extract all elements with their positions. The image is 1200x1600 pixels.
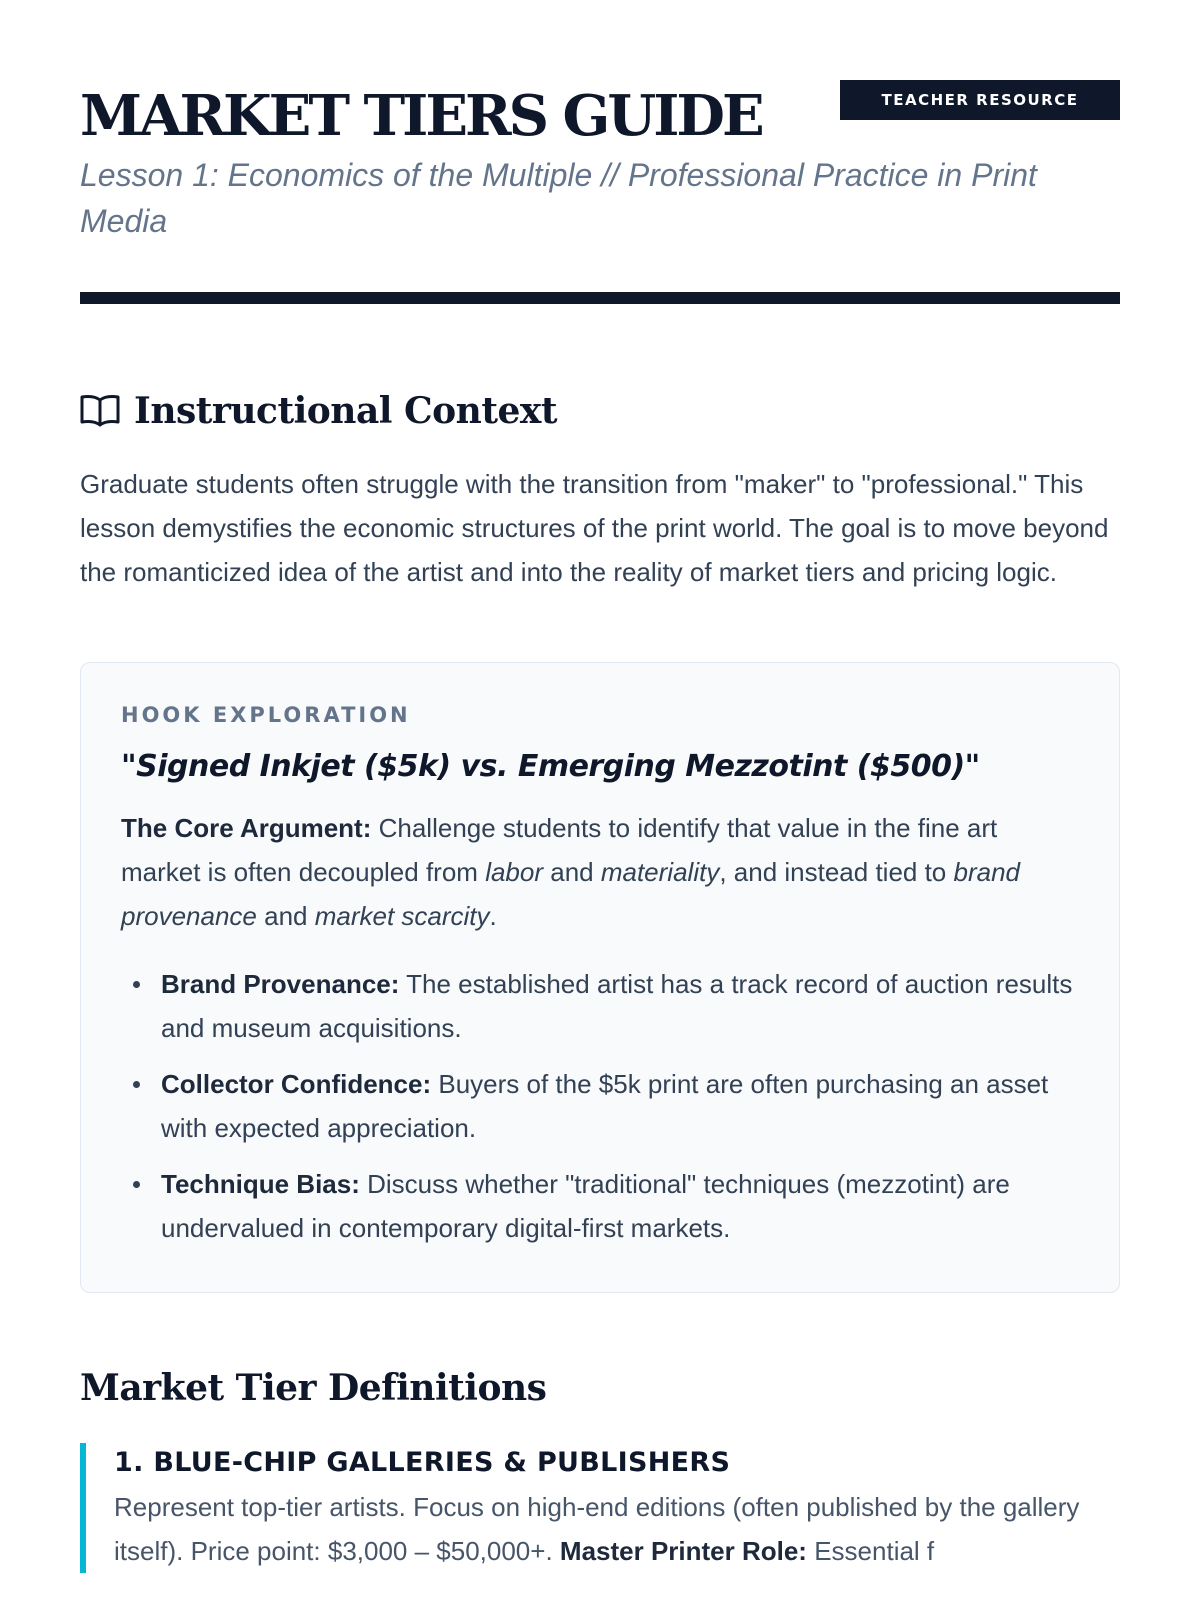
bullet-icon [133, 981, 140, 988]
emphasis-labor: labor [485, 857, 544, 887]
emphasis-materiality: materiality [600, 857, 720, 887]
point-label: Technique Bias: [161, 1169, 360, 1199]
tier-desc-text: Essential f [806, 1536, 935, 1566]
tier-desc-bold: Master Printer Role: [559, 1536, 807, 1566]
market-tier-definitions-section [80, 1367, 1120, 1573]
page-subtitle: Lesson 1: Economics of the Multiple // Professional Practice in Print Media [80, 157, 1037, 239]
page-header [80, 0, 1120, 304]
list-item [121, 962, 1079, 1050]
list-item [121, 1062, 1079, 1150]
instructional-context-title: Instructional Context [134, 390, 557, 432]
emphasis-brand-provenance: brand provenance [121, 857, 1020, 931]
tier-description [114, 1485, 1120, 1573]
core-argument-label: The Core Argument: [121, 813, 372, 843]
core-argument-text: Challenge students to identify that value in the fine art market is often decoupled from [121, 813, 998, 887]
point-text: Discuss whether "traditional" techniques (mezzotint) are undervalued in contemporary digital-first markets. [161, 1169, 1010, 1243]
teacher-resource-badge: TEACHER RESOURCE [840, 80, 1120, 120]
hook-title: "Signed Inkjet ($5k) vs. Emerging Mezzotint ($500)" [121, 749, 980, 784]
book-open-icon [80, 394, 120, 428]
list-item [121, 1162, 1079, 1250]
core-argument-text: . [489, 901, 497, 931]
instructional-context-body: Graduate students often struggle with the transition from "maker" to "professional." This lesson demystifies the economic structures of the print world. The goal is to move beyond the romanticized idea of the artist and into the reality of market tiers and pricing logic. [80, 469, 1109, 587]
instructional-context-heading [80, 390, 1120, 432]
hook-exploration-card [80, 662, 1120, 1293]
point-text: The established artist has a track record of auction results and museum acquisitions. [161, 969, 1073, 1043]
page-title: MARKET TIERS GUIDE [80, 83, 762, 149]
bullet-icon [133, 1181, 140, 1188]
point-text: Buyers of the $5k print are often purchasing an asset with expected appreciation. [161, 1069, 1049, 1143]
core-argument-text: and [543, 857, 601, 887]
core-argument [121, 806, 1079, 938]
hook-points-list [121, 962, 1079, 1250]
core-argument-text: and [256, 901, 315, 931]
point-label: Brand Provenance: [161, 969, 400, 999]
tier-desc-text: Represent top-tier artists. Focus on high-end editions (often published by the gallery itself). Price point: $3,000 – $50,000+. [114, 1492, 1080, 1566]
tier-title: 1. BLUE-CHIP GALLERIES & PUBLISHERS [114, 1447, 731, 1478]
core-argument-text: , and instead tied to [719, 857, 954, 887]
point-label: Collector Confidence: [161, 1069, 432, 1099]
tier-item [80, 1443, 1120, 1573]
market-tier-definitions-heading: Market Tier Definitions [80, 1367, 547, 1409]
header-divider [80, 292, 1120, 304]
hook-label: HOOK EXPLORATION [121, 703, 411, 727]
emphasis-market-scarcity: market scarcity [314, 901, 490, 931]
instructional-context-section [80, 390, 1120, 594]
bullet-icon [133, 1081, 140, 1088]
